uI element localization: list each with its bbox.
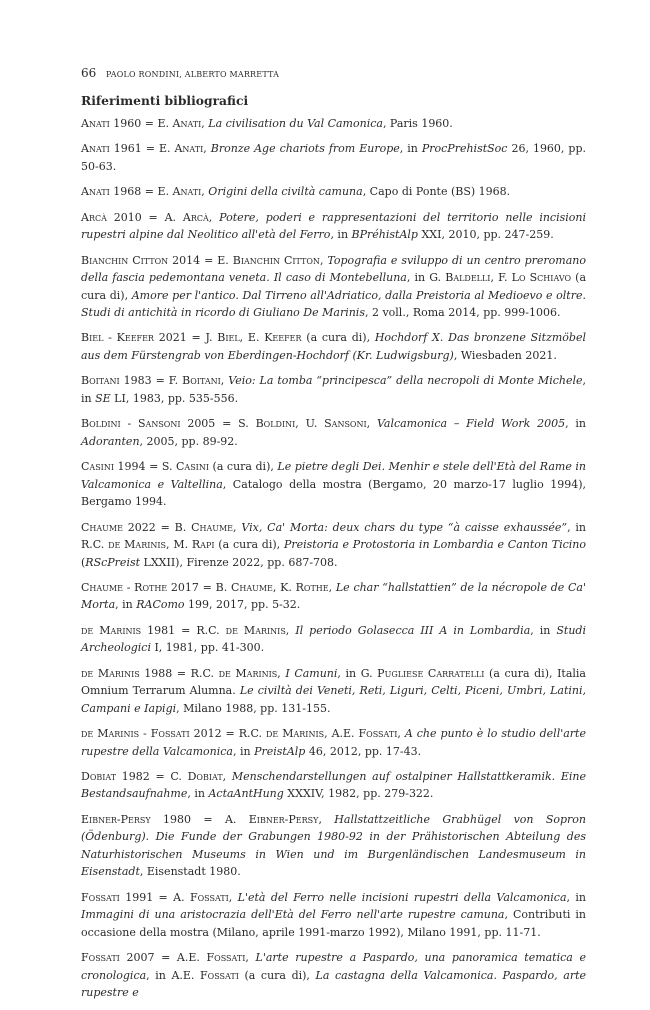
reference-text: , in G.: [337, 666, 378, 680]
reference-text: = R.C.: [172, 666, 219, 680]
reference-entry: [81, 519, 586, 572]
reference-key: Casini 1994: [81, 460, 146, 474]
reference-entry: [81, 329, 586, 364]
author-name: Pugliese Carratelli: [377, 666, 485, 680]
reference-text: = S.: [145, 460, 176, 474]
reference-key: Chaume - Rothe 2017: [81, 580, 199, 594]
reference-text: , K.: [272, 580, 296, 594]
reference-title: La civilisation du Val Camonica: [208, 117, 383, 130]
author-name: Fossati: [189, 890, 229, 904]
reference-text: , Contributi in occasione della mostra (Milano, aprile 1991-marzo 1992), Milano 1991, pp. 11-71.: [81, 908, 586, 939]
page-number: 66: [81, 66, 97, 80]
reference-text: , in: [81, 374, 586, 405]
reference-key: Anati 1961: [81, 142, 142, 156]
reference-text: (a cura di),: [81, 271, 587, 302]
reference-key: de Marinis - Fossati 2012: [81, 727, 222, 741]
reference-text: 26, 1960, pp. 50-63.: [81, 142, 586, 173]
reference-text: ,: [222, 769, 232, 783]
reference-title: Valcamonica – Field Work 2005: [376, 417, 566, 431]
reference-entry: [81, 768, 586, 803]
reference-title: Menschendarstellungen auf ostalpiner Hallstattkeramik. Eine Bestandsaufnahme: [81, 769, 586, 801]
reference-text: ,: [319, 253, 328, 267]
reference-text: = B.: [155, 520, 192, 534]
reference-text: ,: [220, 374, 229, 388]
reference-text: ,: [277, 666, 286, 680]
reference-text: , A.E.: [324, 727, 359, 741]
reference-text: , Eisenstadt 1980.: [139, 865, 241, 879]
reference-entry: [81, 115, 586, 133]
author-name: Fossati: [206, 951, 246, 965]
author-name: Rothe: [295, 580, 329, 594]
reference-text: XXI, 2010, pp. 247-259.: [417, 228, 554, 242]
reference-text: ,: [328, 580, 336, 594]
reference-text: = R.C.: [175, 623, 226, 637]
reference-text: = E.: [141, 185, 173, 199]
reference-text: , in: [330, 228, 352, 242]
reference-text: , F.: [490, 271, 512, 285]
reference-entry: [81, 415, 586, 450]
reference-key: de Marinis 1988: [81, 666, 173, 680]
reference-key: Boldini - Sansoni 2005: [81, 417, 216, 431]
author-name: Sansoni: [324, 417, 367, 431]
reference-text: , in: [115, 598, 137, 612]
reference-title: I Camuni: [285, 666, 338, 680]
reference-title: Veio: La tomba “principesca” della necropoli di Monte Michele: [228, 374, 583, 388]
reference-text: (: [81, 555, 86, 569]
reference-title: RAComo: [136, 598, 185, 612]
reference-entry: [81, 889, 586, 942]
reference-text: = E.: [141, 117, 173, 130]
reference-text: ,: [397, 727, 405, 741]
reference-title: Preistoria e Protostoria in Lombardia e Canton Ticino: [283, 538, 587, 552]
reference-title: La castagna della Valcamonica. Paspardo, arte rupestre e: [81, 968, 587, 1000]
reference-text: ,: [285, 623, 296, 637]
reference-entry: [81, 140, 586, 175]
reference-text: = F.: [151, 374, 183, 388]
reference-title: Studi Archeologici: [81, 623, 586, 655]
reference-entry: [81, 183, 586, 201]
reference-text: (a cura di),: [209, 460, 278, 474]
reference-text: = R.C.: [221, 727, 267, 741]
author-name: Dobiat: [187, 769, 223, 783]
author-name: Anati: [174, 142, 204, 156]
reference-text: = A.: [141, 210, 183, 224]
reference-entry: [81, 622, 586, 657]
reference-text: ,: [366, 417, 377, 431]
reference-key: Fossati 2007: [81, 951, 155, 965]
reference-title: Adoranten: [81, 434, 140, 448]
reference-title: L'arte rupestre a Paspardo, una panoramica tematica e cronologica: [81, 951, 586, 982]
reference-key: Anati 1960: [81, 117, 142, 130]
reference-text: , 2 voll., Roma 2014, pp. 999-1006.: [364, 306, 561, 320]
author-name: de Marinis: [266, 727, 325, 741]
reference-entry: [81, 458, 586, 511]
reference-text: , Wiesbaden 2021.: [453, 348, 557, 362]
reference-key: Bianchin Citton 2014: [81, 253, 201, 267]
author-name: Arcà: [182, 210, 209, 224]
author-name: Bianchin Citton: [232, 253, 320, 267]
reference-entry: [81, 372, 586, 407]
reference-title: Le pietre degli Dei. Menhir e stele dell'Età del Rame in Valcamonica e Valtellina: [81, 460, 586, 491]
author-name: Boitani: [182, 374, 221, 388]
reference-text: , U.: [295, 417, 325, 431]
reference-entry: [81, 725, 586, 760]
reference-text: ,: [208, 210, 220, 224]
author-name: de Marinis: [108, 538, 167, 552]
reference-title: Amore per l'antico. Dal Tirreno all'Adriatico, dalla Preistoria al Medioevo e oltre. Studi di antichità in ricordo di Giuliano De Marinis: [81, 288, 586, 320]
reference-text: , 2005, pp. 89-92.: [139, 434, 238, 448]
author-name: Chaume: [230, 580, 273, 594]
reference-text: , in: [565, 417, 586, 431]
reference-text: XXXIV, 1982, pp. 279-322.: [283, 787, 434, 801]
reference-entry: [81, 949, 586, 1002]
reference-title: Il periodo Golasecca III A in Lombardia: [295, 623, 531, 637]
reference-title: Hochdorf X. Das bronzene Sitzmöbel aus dem Fürstengrab von Eberdingen-Hochdorf (Kr. Ludwigsburg): [81, 331, 586, 362]
reference-text: , Catalogo della mostra (Bergamo, 20 marzo-17 luglio 1994), Bergamo 1994.: [81, 477, 586, 509]
reference-text: (a cura di),: [238, 968, 316, 982]
reference-text: , in: [399, 142, 422, 156]
reference-text: = C.: [149, 769, 188, 783]
reference-key: Boitani 1983: [81, 374, 152, 388]
reference-title: L'età del Ferro nelle incisioni rupestri della Valcamonica: [237, 890, 567, 904]
reference-text: (a cura di),: [301, 331, 375, 345]
reference-title: BPréhistAlp: [351, 228, 418, 242]
reference-text: , Capo di Ponte (BS) 1968.: [362, 185, 511, 199]
reference-text: = J.: [186, 331, 218, 345]
reference-text: , E.: [239, 331, 265, 345]
author-name: Keefer: [264, 331, 302, 345]
reference-key: Arcà 2010: [81, 210, 142, 224]
reference-title: Le char “hallstattien” de la nécropole de Ca' Morta: [81, 580, 586, 612]
section-title: Riferimenti bibliografici: [81, 93, 249, 108]
author-name: Fossati: [358, 727, 398, 741]
reference-title: ProcPrehistSoc: [421, 142, 508, 156]
reference-title: RScPreist: [85, 555, 141, 569]
reference-text: (a cura di), Italia Omnium Terrarum Alumna.: [81, 666, 586, 698]
bibliography-list: [81, 115, 586, 1010]
reference-entry: [81, 579, 586, 614]
reference-key: Anati 1968: [81, 185, 142, 199]
reference-text: ,: [201, 185, 209, 199]
reference-text: ,: [201, 117, 209, 130]
reference-entry: [81, 811, 586, 881]
reference-text: = B.: [198, 580, 231, 594]
author-name: Rapi: [191, 538, 215, 552]
reference-key: Chaume 2022: [81, 520, 156, 534]
reference-key: Fossati 1991: [81, 890, 154, 904]
reference-text: ,: [233, 520, 242, 534]
running-head: [81, 66, 581, 82]
reference-text: ,: [245, 951, 256, 965]
reference-text: ,: [228, 890, 238, 904]
reference-key: Dobiat 1982: [81, 769, 150, 783]
reference-entry: [81, 665, 586, 718]
reference-key: Eibner-Persy 1980: [81, 812, 192, 826]
reference-text: ,: [203, 142, 211, 156]
author-name: Biel: [217, 331, 240, 345]
author-name: Lo Schiavo: [511, 271, 572, 285]
reference-entry: [81, 209, 586, 244]
reference-key: Biel - Keefer 2021: [81, 331, 187, 345]
author-name: Anati: [172, 185, 202, 199]
author-name: Baldelli: [445, 271, 491, 285]
reference-text: , in G.: [406, 271, 446, 285]
reference-text: = E.: [200, 253, 233, 267]
reference-text: (a cura di),: [214, 538, 284, 552]
reference-title: Immagini di una aristocrazia dell'Età del Ferro nell'arte rupestre camuna: [81, 908, 505, 922]
reference-text: LI, 1983, pp. 535-556.: [110, 391, 239, 405]
reference-key: de Marinis 1981: [81, 623, 176, 637]
author-name: Casini: [176, 460, 209, 474]
reference-title: Le civiltà dei Veneti, Reti, Liguri, Celti, Piceni, Umbri, Latini, Campani e Iapigi: [81, 684, 586, 715]
reference-text: 199, 2017, pp. 5-32.: [184, 598, 301, 612]
reference-title: ActaAntHung: [208, 787, 284, 801]
reference-title: PreistAlp: [254, 744, 306, 758]
reference-text: LXXII), Firenze 2022, pp. 687-708.: [140, 555, 338, 569]
reference-text: I, 1981, pp. 41-300.: [150, 641, 265, 655]
reference-text: = A.: [153, 890, 190, 904]
reference-text: , in: [187, 787, 209, 801]
reference-text: , in: [530, 623, 557, 637]
reference-title: Hallstattzeitliche Grabhügel von Sopron (Ödenburg). Die Funde der Grabungen 1980-92 in der Prähistorischen Abteilung des Naturhistorischen Museums in Wien und im Burgenländischen Landesmuseum in Eisenstadt: [81, 812, 587, 879]
author-name: de Marinis: [218, 666, 278, 680]
author-name: Eibner-Persy: [248, 812, 319, 826]
author-name: Boldini: [255, 417, 296, 431]
reference-title: Topografia e sviluppo di un centro preromano della fascia pedemontana veneta. Il caso di Montebelluna: [81, 253, 586, 285]
reference-text: , in: [566, 890, 586, 904]
reference-text: , Paris 1960.: [382, 117, 453, 130]
reference-text: = A.E.: [154, 951, 207, 965]
reference-entry: [81, 252, 586, 322]
reference-text: , Milano 1988, pp. 131-155.: [176, 701, 331, 715]
running-head-authors: PAOLO RONDINI, ALBERTO MARRETTA: [105, 70, 280, 79]
reference-title: SE: [95, 391, 111, 405]
author-name: Anati: [172, 117, 202, 130]
reference-text: = A.: [191, 812, 249, 826]
author-name: de Marinis: [225, 623, 286, 637]
reference-title: Origini della civiltà camuna: [208, 185, 363, 199]
reference-text: ,: [318, 812, 335, 826]
reference-text: , in: [232, 744, 255, 758]
author-name: Chaume: [191, 520, 234, 534]
author-name: Fossati: [200, 968, 239, 982]
reference-text: , in R.C.: [81, 520, 587, 552]
reference-text: , in A.E.: [146, 968, 201, 982]
reference-title: Vix, Ca' Morta: deux chars du type “à caisse exhaussée”: [241, 520, 568, 534]
reference-text: 46, 2012, pp. 17-43.: [305, 744, 422, 758]
reference-title: Potere, poderi e rappresentazioni del territorio nelle incisioni rupestri alpine dal Neolitico all'età del Ferro: [81, 210, 586, 242]
reference-title: A che punto è lo studio dell'arte rupestre della Valcamonica: [81, 727, 586, 758]
reference-text: , M.: [166, 538, 192, 552]
reference-title: Bronze Age chariots from Europe: [210, 142, 400, 156]
reference-text: = E.: [141, 142, 175, 156]
reference-text: = S.: [215, 417, 256, 431]
